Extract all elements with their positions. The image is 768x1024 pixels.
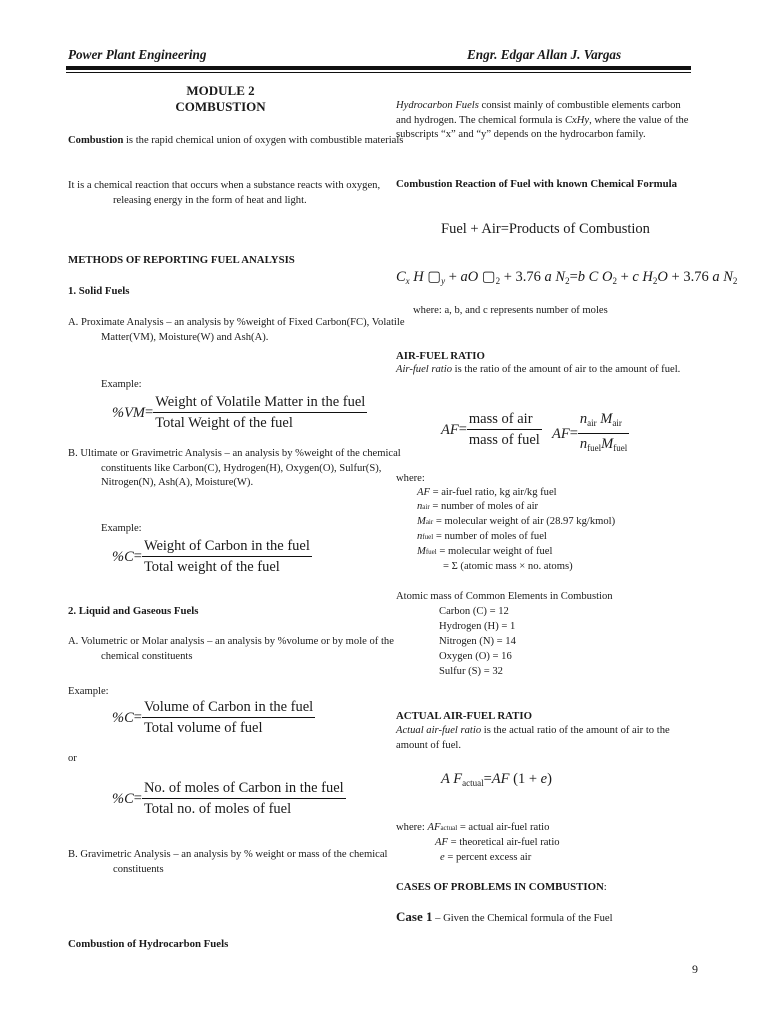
module-title: COMBUSTION [175,99,266,114]
methods-heading: METHODS OF REPORTING FUEL ANALYSIS [68,254,295,266]
equation-volatile-matter: %VM= $\frac{\text{Weight of Volatile Matter in the fuel}}{\text{Total Weight of the fuel}}$ [112,394,366,431]
atomic-mass-oxygen: Oxygen (O) = 16 [439,651,512,662]
reaction-description: It is a chemical reaction that occurs when a substance reacts with oxygen, releasing energy in the form of heat and light. [68,180,381,206]
header-rule-thin [66,72,691,73]
volumetric-analysis: A. Volumetric or Molar analysis – an analysis by %volume or by mole of the chemical constituents [68,636,394,662]
header-course-title: Power Plant Engineering [68,47,207,62]
hydrocarbon-text-1: consist mainly of combustible elements carbon and hydrogen. The chemical formula is [396,100,681,126]
equation-carbon-moles: %C= $\frac{\text{No. of moles of Carbon in the fuel}}{\text{Total no. of moles of fuel}}$ [112,780,344,817]
hydrocarbon-fuels-paragraph [396,99,696,143]
definition-text: is the rapid chemical union of oxygen with combustible materials [123,135,404,146]
eq-lhs: %C [112,790,134,807]
eq-denominator: Total no. of moles of fuel [143,801,292,817]
eq-numerator: mass of air [467,410,542,430]
equation-air-fuel-mass: AF= $\frac{\text{mass of air}}{\text{mass of fuel}}$ [441,411,540,448]
eq-numerator: No. of moles of Carbon in the fuel [142,779,346,799]
definition-af: AF = air-fuel ratio, kg air/kg fuel [417,487,557,498]
atomic-mass-hydrogen: Hydrogen (H) = 1 [439,621,516,632]
combustion-definition [68,134,418,149]
module-label: MODULE 2 [186,83,255,98]
eq-lhs: %VM [112,404,146,421]
example-label: Example: [101,379,142,390]
definition-m-fuel: Mfuel = molecular weight of fuel [417,546,553,557]
definition-n-fuel: nfuel = number of moles of fuel [417,531,547,542]
cases-heading: CASES OF PROBLEMS IN COMBUSTION: [396,881,607,893]
header-rule [66,66,691,70]
where-actual: where: AFactual = actual air-fuel ratio [396,822,550,833]
eq-numerator: Weight of Volatile Matter in the fuel [153,393,367,413]
eq-lhs: %C [112,709,134,726]
gravimetric-analysis: B. Gravimetric Analysis – an analysis by % weight or mass of the chemical constituents [68,849,388,875]
definition-m-air: Mair = molecular weight of air (28.97 kg/kmol) [417,516,616,527]
example-label: Example: [101,523,142,534]
equation-air-fuel-moles: AF= $\frac{n_{air} M_{air}}{n_{fuel}M_{fuel}}$ [552,411,628,453]
solid-fuels-heading: 1. Solid Fuels [68,285,130,297]
definition-n-air: nair = number of moles of air [417,501,539,512]
afr-text: is the ratio of the amount of air to the amount of fuel. [452,364,681,375]
chemical-equation: $C_x$ H $▢_y$ + aO $▢_2 + 3.76$ a $N_2=b$ C $O_2 + c$ $H_2O + 3.76$ a $N_2$ [396,269,738,286]
atomic-mass-carbon: Carbon (C) = 12 [439,606,509,617]
air-fuel-definition [396,363,696,378]
example-label: Example: [68,686,109,697]
eq-denominator: Total Weight of the fuel [155,415,293,431]
header-author: Engr. Edgar Allan J. Vargas [467,47,622,62]
definition-sum: = Σ (atomic mass × no. atoms) [443,561,573,572]
actual-air-fuel-definition [396,724,696,753]
where-label: where: [396,473,425,484]
eq-lhs: AF [441,421,459,438]
moles-note: where: a, b, and c represents number of moles [413,305,608,316]
equation-actual-air-fuel: A $F_{actual}=AF$ (1 + e) [441,771,552,788]
word-equation: Fuel + Air=Products of Combustion [441,221,650,237]
eq-lhs: %C [112,548,134,565]
definition-term: Combustion [68,135,124,146]
where-theoretical: AF = theoretical air-fuel ratio [435,837,560,848]
eq-numerator: Volume of Carbon in the fuel [142,698,315,718]
afr-term: Air-fuel ratio [396,364,452,375]
where-excess: e = percent excess air [440,852,532,863]
atomic-mass-heading: Atomic mass of Common Elements in Combustion [396,591,613,602]
proximate-analysis: A. Proximate Analysis – an analysis by %weight of Fixed Carbon(FC), Volatile Matter(VM), Moisture(W) and Ash(A). [68,317,405,343]
liquid-gaseous-heading: 2. Liquid and Gaseous Fuels [68,605,199,617]
eq-numerator: Weight of Carbon in the fuel [142,537,312,557]
actual-text: is the actual ratio of the amount of air to the amount of fuel. [396,725,670,751]
hydrocarbon-formula: CxHy [564,114,590,126]
case-1-label: Case 1 [396,909,433,924]
hydrocarbon-term: Hydrocarbon Fuels [396,100,479,111]
air-fuel-ratio-heading: AIR-FUEL RATIO [396,350,485,362]
eq-denominator: Total volume of fuel [143,720,263,736]
case-1-text: – Given the Chemical formula of the Fuel [432,913,613,924]
or-label: or [68,753,77,764]
atomic-mass-sulfur: Sulfur (S) = 32 [439,666,503,677]
page-number: 9 [692,962,698,976]
ultimate-analysis: B. Ultimate or Gravimetric Analysis – an analysis by %weight of the chemical constituents like Carbon(C), Hydrogen(H), Oxygen(O), Sulfur(S), Nitrogen(N), Ash(A), Moisture(W). [68,448,401,489]
actual-term: Actual air-fuel ratio [396,725,482,736]
hydrocarbon-text-2: , where the value of the subscripts “x” and “y” depends on the hydrocarbon family. [396,114,689,141]
atomic-mass-nitrogen: Nitrogen (N) = 14 [439,636,516,647]
eq-denominator: Total weight of the fuel [143,559,280,575]
equation-carbon-weight: %C= $\frac{\text{Weight of Carbon in the fuel}}{\text{Total weight of the fuel}}$ [112,538,310,575]
equation-carbon-volume: %C= $\frac{\text{Volume of Carbon in the fuel}}{\text{Total volume of fuel}}$ [112,699,314,736]
actual-air-fuel-heading: ACTUAL AIR-FUEL RATIO [396,710,532,722]
case-1 [396,910,696,927]
hydrocarbon-heading: Combustion of Hydrocarbon Fuels [68,938,229,950]
eq-denominator: mass of fuel [468,432,540,448]
combustion-reaction-heading: Combustion Reaction of Fuel with known Chemical Formula [396,178,678,190]
